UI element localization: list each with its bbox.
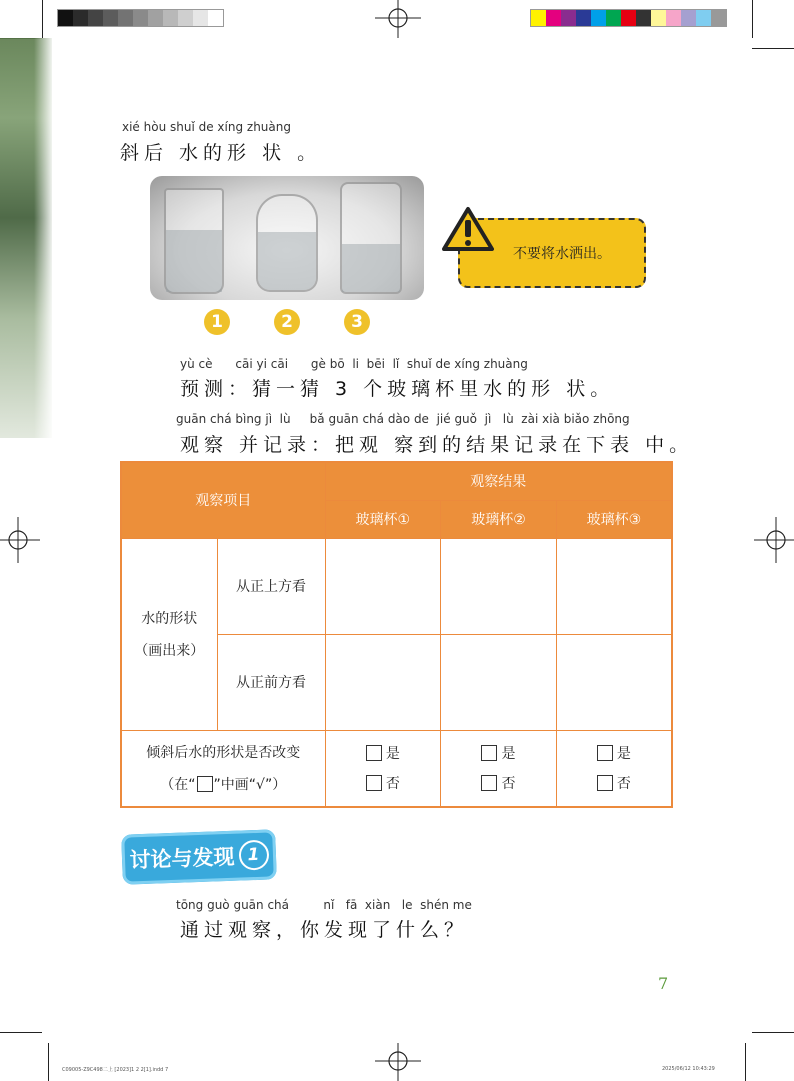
yes-checkbox[interactable]	[597, 745, 613, 761]
color-swatch	[88, 10, 103, 26]
crop-mark	[0, 1032, 42, 1033]
color-swatch	[58, 10, 73, 26]
warning-text: 不要将水洒出。	[513, 246, 611, 262]
color-swatch	[118, 10, 133, 26]
color-swatch	[73, 10, 88, 26]
no-checkbox[interactable]	[366, 775, 382, 791]
page-number: 7	[658, 974, 669, 993]
header-observation-item: 观察项目	[121, 462, 325, 538]
no-option[interactable]: 否	[441, 768, 556, 798]
color-swatch	[163, 10, 178, 26]
glass-number-1: 1	[204, 309, 230, 335]
cell-front-glass-1[interactable]	[325, 634, 441, 730]
color-swatch	[591, 10, 606, 26]
color-swatch	[208, 10, 223, 26]
color-swatch	[696, 10, 711, 26]
cell-top-glass-2[interactable]	[441, 538, 557, 634]
color-swatch	[561, 10, 576, 26]
predict-text: 预测：猜一猜 3 个玻璃杯里水的形 状。	[180, 378, 615, 400]
cell-front-glass-3[interactable]	[556, 634, 672, 730]
glass-2	[256, 194, 318, 292]
view-top-label: 从正上方看	[217, 538, 325, 634]
water-shape-label: 水的形状	[141, 611, 198, 627]
tilt-cell-glass-1	[325, 730, 441, 807]
instruction-box-icon	[197, 776, 213, 792]
footer-timestamp: 2025/06/12 10:43:29	[662, 1066, 715, 1072]
question-text: 通过观察，你发现了什么？	[180, 919, 469, 941]
color-swatch	[546, 10, 561, 26]
question-pinyin: tōng guò guān chá nǐ fā xiàn le shén me	[176, 898, 472, 912]
observe-pinyin: guān chá bìng jì lù bǎ guān chá dào de jié guǒ jì lù zài xià biǎo zhōng	[176, 412, 630, 426]
color-swatch	[681, 10, 696, 26]
cell-top-glass-3[interactable]	[556, 538, 672, 634]
no-checkbox[interactable]	[481, 775, 497, 791]
glasses-photo	[150, 176, 424, 300]
color-swatch	[531, 10, 546, 26]
color-swatch	[636, 10, 651, 26]
no-option[interactable]: 否	[557, 768, 671, 798]
yes-checkbox[interactable]	[366, 745, 382, 761]
predict-pinyin: yù cè cāi yi cāi gè bō li bēi lǐ shuǐ de xíng zhuàng	[180, 357, 528, 371]
observation-table	[120, 461, 673, 808]
crop-mark	[42, 0, 43, 38]
tilt-question-cell	[121, 730, 325, 807]
tilt-cell-glass-3	[556, 730, 672, 807]
yes-option[interactable]: 是	[326, 738, 441, 768]
discussion-label: 讨论与发现	[129, 844, 235, 873]
crop-mark	[745, 1043, 746, 1081]
color-swatch	[621, 10, 636, 26]
section-title-pinyin: xié hòu shuǐ de xíng zhuàng	[122, 120, 291, 134]
header-glass-2: 玻璃杯②	[441, 500, 557, 538]
warning-triangle-icon	[442, 206, 494, 252]
glass-3	[340, 182, 402, 294]
header-glass-3: 玻璃杯③	[556, 500, 672, 538]
glass-number-2: 2	[274, 309, 300, 335]
crop-mark	[752, 48, 794, 49]
tilt-question: 倾斜后水的形状是否改变	[146, 745, 301, 762]
color-swatch	[711, 10, 726, 26]
footer-file-info: C09005-Z9C498二上 [2023]1 2 2[1].indd 7	[62, 1067, 169, 1073]
color-swatch	[133, 10, 148, 26]
registration-mark-right	[754, 517, 794, 563]
color-swatch	[103, 10, 118, 26]
color-swatch	[576, 10, 591, 26]
no-option[interactable]: 否	[326, 768, 441, 798]
draw-it-label: （画出来）	[134, 643, 205, 659]
glass-number-3: 3	[344, 309, 370, 335]
observe-text: 观察 并记录：把观 察到的结果记录在下表 中。	[180, 434, 694, 456]
header-observation-result: 观察结果	[325, 462, 672, 500]
registration-mark-bottom	[375, 1043, 421, 1081]
header-glass-1: 玻璃杯①	[325, 500, 441, 538]
row-label-water-shape	[121, 538, 217, 730]
crop-mark	[48, 1043, 49, 1081]
section-title: 斜后 水的形 状 。	[120, 142, 322, 164]
gray-swatch-strip	[57, 9, 224, 27]
color-swatch-strip	[530, 9, 727, 27]
color-swatch	[666, 10, 681, 26]
color-swatch	[193, 10, 208, 26]
cell-top-glass-1[interactable]	[325, 538, 441, 634]
color-swatch	[606, 10, 621, 26]
no-checkbox[interactable]	[597, 775, 613, 791]
yes-option[interactable]: 是	[441, 738, 556, 768]
color-swatch	[178, 10, 193, 26]
discussion-number: 1	[238, 840, 269, 871]
view-front-label: 从正前方看	[217, 634, 325, 730]
yes-option[interactable]: 是	[557, 738, 671, 768]
glass-1	[164, 188, 224, 294]
crop-mark	[752, 1032, 794, 1033]
crop-mark	[752, 0, 753, 38]
registration-mark-left	[0, 517, 40, 563]
tilt-cell-glass-2	[441, 730, 557, 807]
yes-checkbox[interactable]	[481, 745, 497, 761]
foliage-edge-fade	[34, 38, 54, 438]
cell-front-glass-2[interactable]	[441, 634, 557, 730]
discussion-badge	[121, 829, 277, 884]
color-swatch	[651, 10, 666, 26]
tilt-instruction: （在“ ”中画“√”）	[160, 777, 287, 794]
color-swatch	[148, 10, 163, 26]
registration-mark-top	[375, 0, 421, 38]
